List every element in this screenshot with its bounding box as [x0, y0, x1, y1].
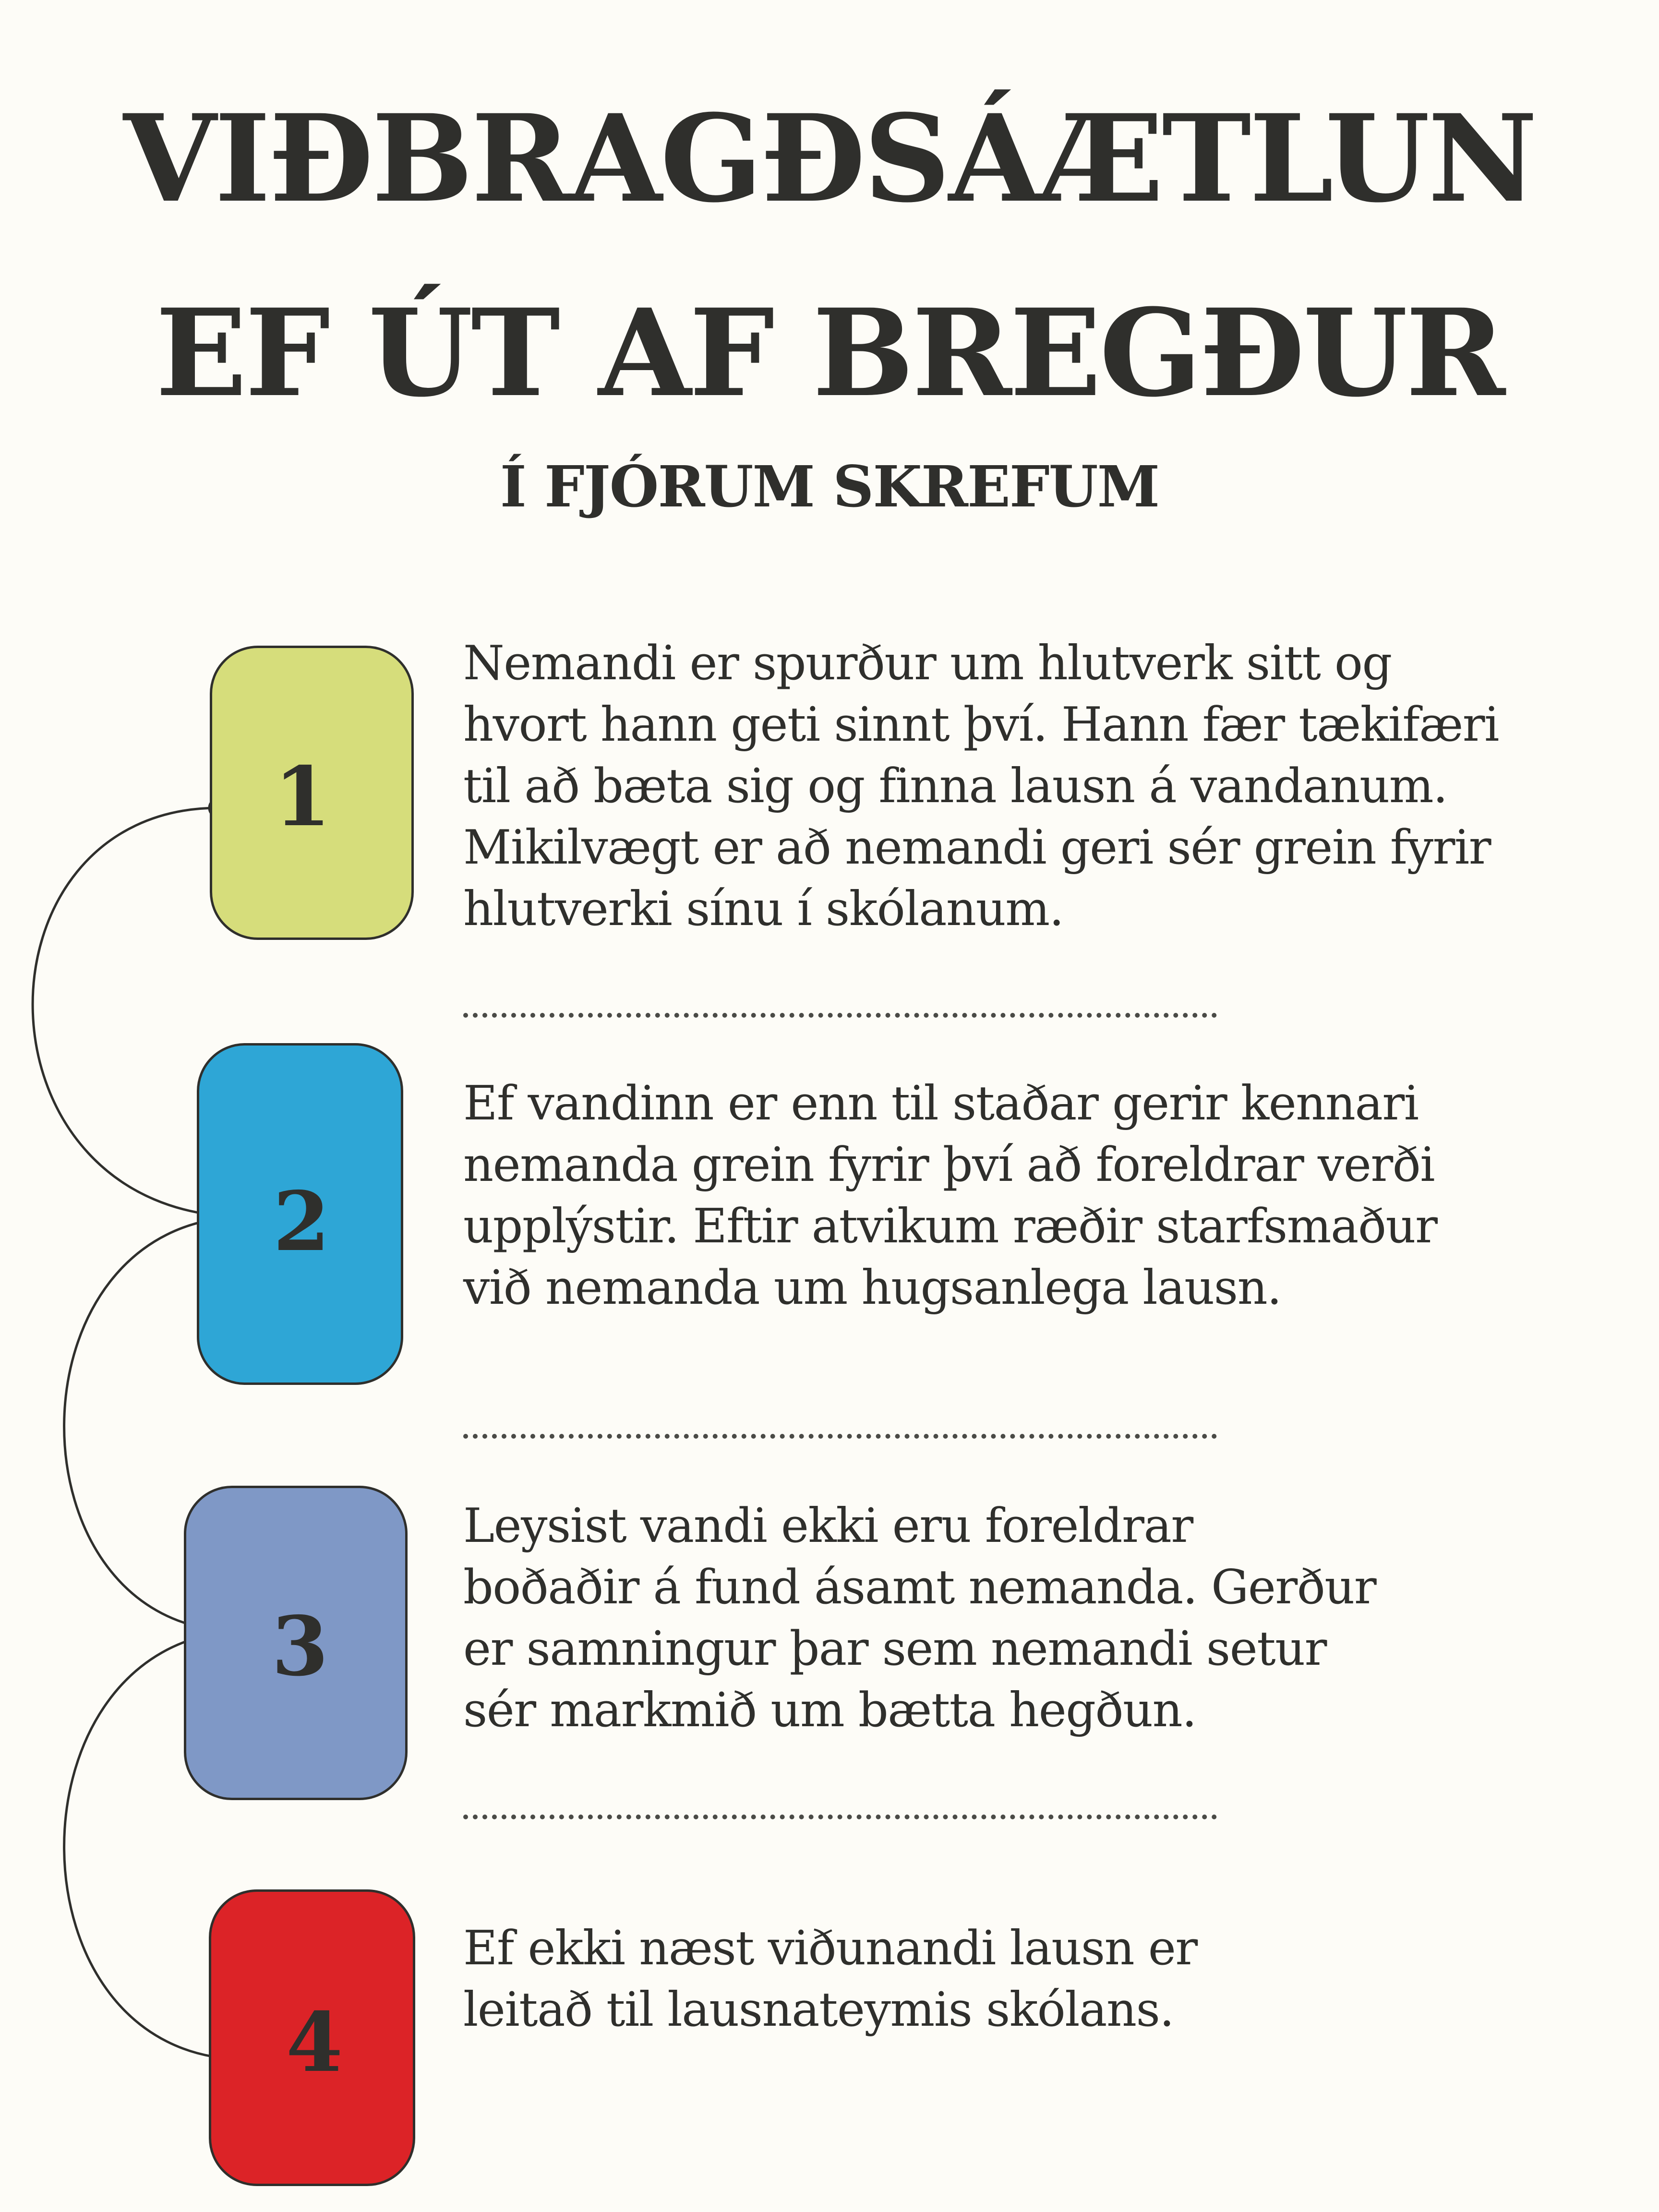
subtitle: Í FJÓRUM SKREFUM: [500, 453, 1159, 520]
step-2-number: 2: [273, 1174, 330, 1270]
step-3-text: Leysist vandi ekki eru foreldrar boðaðir á fund ásamt nemanda. Gerður er samningur þar sem nemandi setur sér markmið um bætta hegðun.: [463, 1499, 1376, 1738]
divider-3: [463, 1815, 1217, 1819]
title-line-2: EF ÚT AF BREGÐUR: [155, 282, 1504, 423]
step-1-number: 1: [274, 749, 331, 845]
divider-2: [463, 1434, 1217, 1439]
step-2-text: Ef vandinn er enn til staðar gerir kennari nemanda grein fyrir því að foreldrar verði upplýstir. Eftir atvikum ræðir starfsmaður við nemanda um hugsanlega lausn.: [463, 1076, 1437, 1315]
step-4-number: 4: [286, 1995, 343, 2091]
divider-1: [463, 1013, 1217, 1018]
step-3-number: 3: [271, 1599, 329, 1695]
step-1-text: Nemandi er spurður um hlutverk sitt og hvort hann geti sinnt því. Hann fær tækifæri til að bæta sig og finna lausn á vandanum. Mikilvægt er að nemandi geri sér grein fyrir hlutverki sínu í skólanum.: [463, 636, 1499, 937]
step-4-text: Ef ekki næst viðunandi lausn er leitað til lausnateymis skólans.: [463, 1921, 1197, 2037]
title-line-1: VIÐBRAGÐSÁÆTLUN: [123, 88, 1536, 229]
